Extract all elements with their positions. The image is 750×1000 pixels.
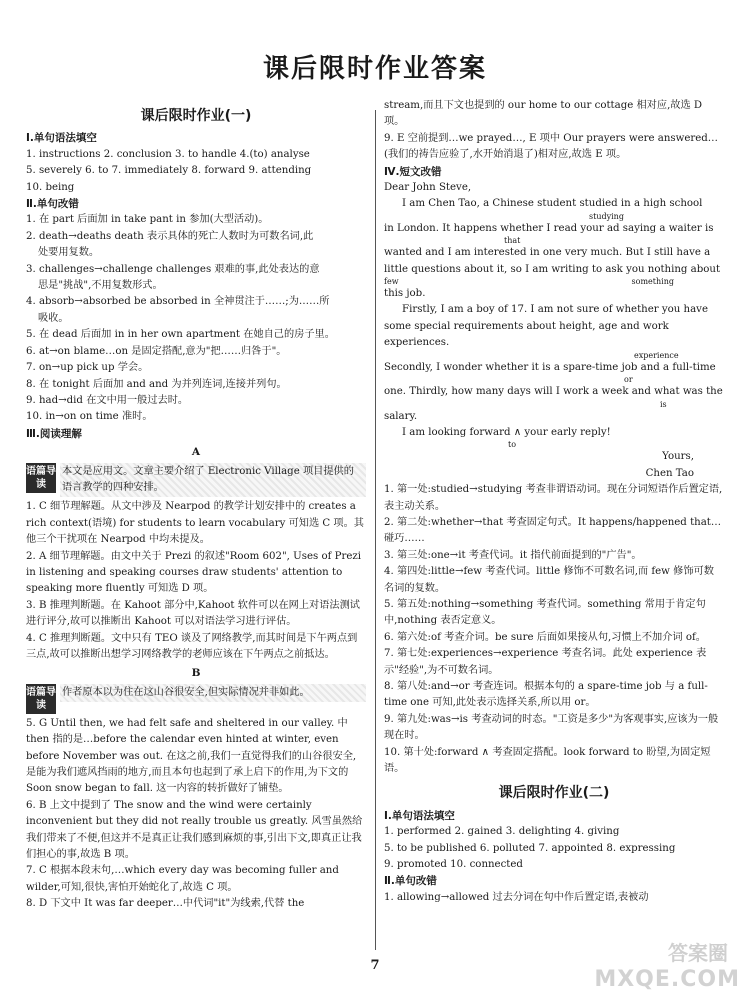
letter-line: this job. [384, 288, 426, 300]
passage-label: B [191, 667, 201, 680]
answer-line: 9. had→did 在文中用一般过去时。 [26, 394, 189, 406]
answer-item: 9. E 空前提到…we prayed…, E 项中 Our prayers were answered…(我们的祷告应验了,水开始消退了)相对应,故选 E 项。 [384, 132, 718, 161]
answer-line: 5. 在 dead 后面加 in in her own apartment 在她自己的房子里。 [26, 329, 335, 341]
letter-line: in London. It happens whether I read your ad saying a waiter is [384, 222, 714, 234]
letter-greeting: Dear John Steve, [384, 182, 472, 194]
correction-mark-row [384, 278, 724, 286]
part2-title: Ⅱ.单句改错 [384, 875, 437, 888]
answer-line: 1. performed 2. gained 3. delighting 4. giving [384, 826, 620, 838]
column-divider [375, 110, 376, 950]
guide-text: 本文是应用文。文章主要介绍了 Electronic Village 项目提供的语言教学的四种安排。 [60, 463, 366, 498]
correction-item: 10. 第十处:forward ∧ 考查固定搭配。look forward to 盼望,为固定短语。 [384, 746, 711, 775]
answer-line: 思是"挑战",不用复数形式。 [38, 280, 163, 292]
correction-mark: is [660, 399, 667, 409]
correction-mark: experience [634, 350, 679, 360]
letter [384, 180, 724, 482]
correction-item: 1. 第一处:studied→studying 考查非谓语动词。现在分词短语作后置定语,表主动关系。 [384, 484, 723, 512]
answer-line: 1. allowing→allowed 过去分词在句中作后置定语,表被动 [384, 891, 649, 903]
page-number: 7 [370, 958, 380, 973]
correction-mark: to [508, 440, 517, 450]
answer-item: 5. G Until then, we had felt safe and sheltered in our valley. 中 then 指的是…before the calendar even hinted at winter, even before November was out. 在这之前,我们一直觉得我们的山谷很安全,是能为我们遮风挡雨的地方,而且本句也起到了承上启下的作用,为下文的 Soon snow began to fall. 这一内容的转折做好了铺垫。 [26, 717, 357, 795]
correction-item: 8. 第八处:and→or 考查连词。根据本句的 a spare-time job 与 a full-time one 可知,此处表示选择关系,所以用 or。 [384, 681, 708, 709]
answer-line: 7. on→up pick up 学会。 [26, 362, 149, 374]
answer-item: 4. C 推理判断题。文中只有 TEO 谈及了网络教学,而其时间是下午两点到三点,故可以推断出想学习网络教学的老师应该在下午两点之前抵达。 [26, 632, 358, 660]
correction-item: 9. 第九处:was→is 考查动词的时态。"工资是多少"为客观事实,应该为一般现在时。 [384, 713, 719, 742]
answer-line: 10. being [26, 181, 75, 193]
answer-line: 5. severely 6. to 7. immediately 8. forward 9. attending [26, 165, 312, 177]
right-column [384, 98, 724, 906]
correction-mark: or [624, 375, 633, 385]
answer-line: 10. in→on on time 准时。 [26, 411, 153, 423]
answer-line: 8. 在 tonight 后面加 and and 为并列连词,连接并列句。 [26, 378, 287, 390]
watermark-logo: 答案圈 [668, 941, 728, 965]
passage-guide [26, 684, 366, 714]
letter-line: I am Chen Tao, a Chinese student studied in a high school [402, 198, 703, 210]
answer-line: 4. absorb→absorbed be absorbed in 全神贯注于……;为……所 [26, 296, 330, 308]
correction-item: 6. 第六处:of 考查介词。be sure 后面如果接从句,习惯上不加介词 of。 [384, 631, 706, 643]
letter-closing: Yours, [662, 451, 694, 463]
answer-item: 7. C 根据本段末句,…which every day was becoming fuller and wilder,可知,很快,害怕开始蛇化了,故选 C 项。 [26, 865, 339, 893]
correction-item: 3. 第三处:one→it 考查代词。it 指代前面提到的"广告"。 [384, 549, 642, 561]
letter-line: little questions about it, so I am writing to ask you nothing about [384, 263, 721, 275]
letter-name: Chen Tao [645, 467, 694, 479]
answer-line: 吸收。 [38, 312, 69, 324]
part3-title: Ⅲ.阅读理解 [26, 427, 82, 440]
guide-tag: 语篇导读 [26, 463, 56, 493]
answer-item: 2. A 细节理解题。由文中关于 Prezi 的叙述"Room 602", Uses of Prezi in listening and speaking courses draw students' attention to speaking more fluently 可知选 D 项。 [26, 550, 361, 595]
answer-line: 3. challenges→challenge challenges 艰难的事,此处表达的意 [26, 263, 320, 275]
answer-item: 1. C 细节理解题。从文中涉及 Nearpod 的教学计划安排中的 creates a rich context(语境) for students to learn vocabulary 可知选 C 项。其他三个干扰项在 Nearpod 中均未提及。 [26, 501, 364, 546]
passage-label: A [191, 446, 201, 459]
part1-title: Ⅰ.单句语法填空 [26, 132, 97, 145]
answer-line: 9. promoted 10. connected [384, 859, 523, 871]
correction-mark: studying [589, 211, 624, 221]
correction-item: 7. 第七处:experiences→experience 考查名词。此处 experience 表示"经验",为不可数名词。 [384, 648, 707, 676]
answer-line: 处要用复数。 [38, 247, 100, 259]
letter-line: some special requirements about height, age and work experiences. [384, 320, 669, 349]
correction-item: 5. 第五处:nothing→something 考查代词。something 常用于肯定句中,nothing 表否定意义。 [384, 598, 706, 627]
part1-title: Ⅰ.单句语法填空 [384, 809, 455, 822]
letter-line: wanted and I am interested in one very much. But I still have a [384, 247, 711, 259]
section-title: 课后限时作业(一) [140, 108, 252, 124]
correction-item: 4. 第四处:little→few 考查代词。little 修饰不可数名词,而 few 修饰可数名词的复数。 [384, 566, 714, 594]
part4-title: Ⅳ.短文改错 [384, 165, 442, 178]
letter-line: I am looking forward ∧ your early reply! [402, 426, 611, 438]
section-title: 课后限时作业(二) [498, 785, 610, 802]
answer-item: stream,而且下文也提到的 our home to our cottage 相对应,故选 D 项。 [384, 100, 703, 128]
correction-mark: something [631, 277, 674, 287]
watermark-url: MXQE.COM [594, 967, 740, 992]
guide-text: 作者原本以为住在这山谷很安全,但实际情况并非如此。 [60, 684, 366, 702]
answer-line: 1. instructions 2. conclusion 3. to handle 4.(to) analyse [26, 148, 310, 160]
correction-item: 2. 第二处:whether→that 考查固定句式。It happens/happened that…碰巧…… [384, 516, 722, 545]
correction-mark: that [504, 236, 521, 246]
answer-line: 1. 在 part 后面加 in take pant in 参加(大型活动)。 [26, 214, 269, 226]
correction-mark: few [384, 277, 399, 287]
page-title: 课后限时作业答案 [262, 54, 487, 84]
letter-line: one. Thirdly, how many days will I work a week and what was the [384, 386, 723, 398]
letter-line: Secondly, I wonder whether it is a spare-time job and a full-time [384, 361, 716, 373]
answer-item: 8. D 下文中 It was far deeper…中代词"it"为线索,代替 the [26, 898, 305, 910]
guide-tag: 语篇导读 [26, 684, 56, 714]
answer-line: 6. at→on blame…on 是固定搭配,意为"把……归咎于"。 [26, 345, 287, 357]
part2-title: Ⅱ.单句改错 [26, 198, 79, 211]
letter-line: Firstly, I am a boy of 17. I am not sure of whether you have [402, 304, 708, 316]
answer-item: 3. B 推理判断题。在 Kahoot 部分中,Kahoot 软件可以在网上对语法测试进行评分,故可以推断出 Kahoot 可以对语法学习进行评估。 [26, 599, 360, 628]
left-column [26, 106, 366, 913]
answer-line: 5. to be published 6. polluted 7. appointed 8. expressing [384, 842, 676, 854]
letter-line: salary. [384, 410, 418, 422]
answer-line: 2. death→deaths death 表示具体的死亡人数时为可数名词,此 [26, 230, 314, 242]
answer-item: 6. B 上文中提到了 The snow and the wind were certainly inconvenient but they did not really trouble us greatly. 风雪虽然给我们带来了不便,但这并不是真正让我们感到麻烦的事,引出下文,即真正让我们担心的事,故选 B 项。 [26, 799, 363, 861]
passage-guide [26, 463, 366, 498]
